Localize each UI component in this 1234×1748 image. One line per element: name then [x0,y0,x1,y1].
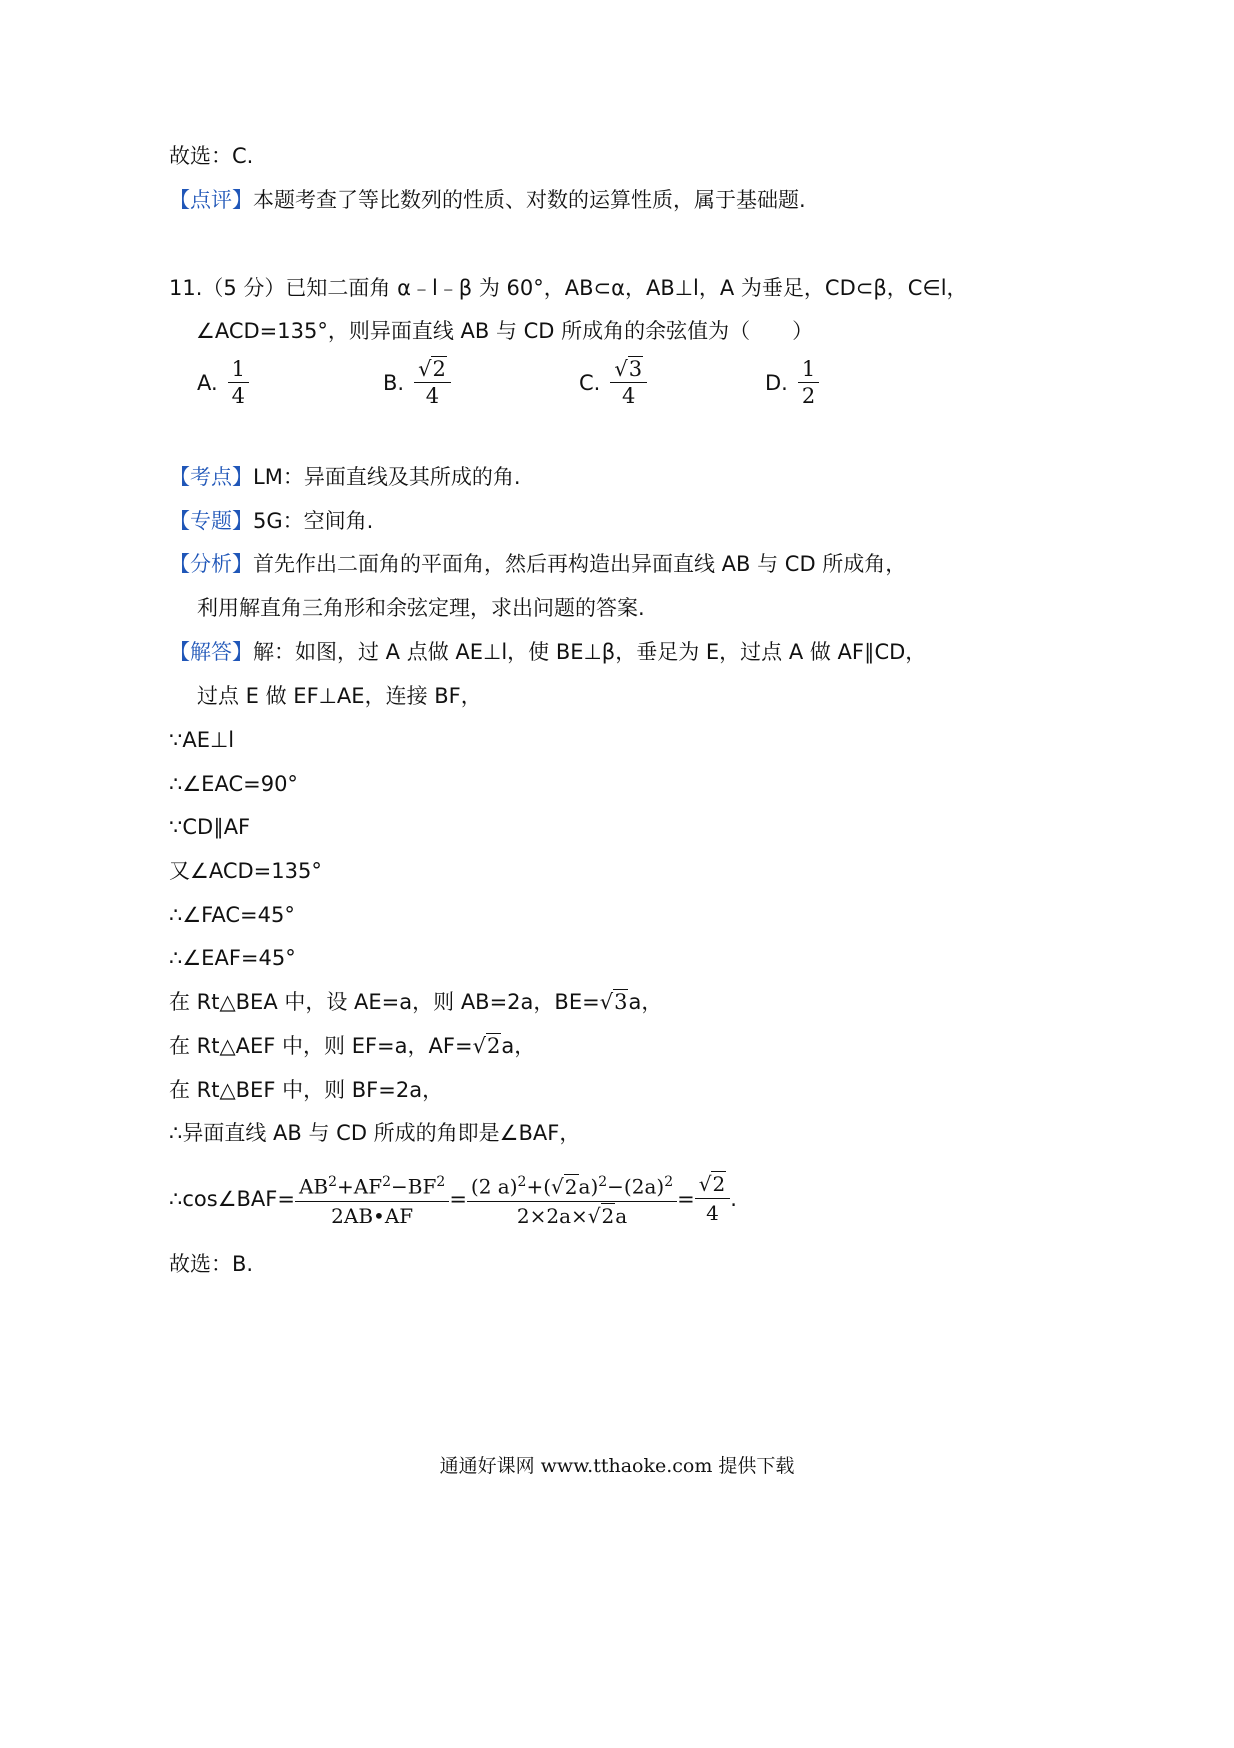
fenxi-text: 首先作出二面角的平面角，然后再构造出异面直线 AB 与 CD 所成角， [253,552,907,576]
kaodian-text: LM：异面直线及其所成的角. [253,465,521,489]
option-fraction [414,356,451,409]
fraction-numerator: $AB^2+AF^2-BF^2$ [295,1168,449,1202]
formula-fraction-2 [467,1168,677,1230]
fraction-numerator: √2 [414,356,451,383]
equals-sign: = [677,1186,695,1211]
step-6: ∴∠EAF=45° [169,946,296,970]
option-letter: B. [383,370,405,395]
sqrt-icon: √ [418,357,432,381]
formula-fraction-1 [295,1168,449,1230]
question-line-2: ∠ACD=135°，则异面直线 AB 与 CD 所成角的余弦值为（ ） [196,319,814,343]
fraction-denominator: 4 [622,384,636,408]
fraction-denominator: 4 [425,384,440,408]
sqrt-icon: √ [587,1203,601,1228]
fenxi-line-1 [169,549,906,579]
kaodian-tag: 【考点】 [169,465,253,489]
step-7-text: 在 Rt△BEA 中，设 AE=a，则 AB=2a，BE= [169,990,600,1014]
sqrt-icon: √ [472,1034,486,1058]
option-letter: C. [579,370,601,395]
option-fraction [798,356,819,409]
fraction-denominator: 2×2a×√2a [516,1203,628,1228]
review-text: 本题考查了等比数列的性质、对数的运算性质，属于基础题. [253,188,806,212]
fraction-numerator: √2 [695,1170,730,1199]
step-5: ∴∠FAC=45° [169,903,295,927]
zhuanti-line [169,506,373,536]
zhuanti-text: 5G：空间角. [253,509,374,533]
option-letter: D. [765,370,788,395]
zhuanti-tag: 【专题】 [169,509,253,533]
cosine-formula [169,1168,737,1230]
prev-answer: 故选：C. [169,144,254,168]
option-letter: A. [197,370,218,395]
fraction-numerator: 1 [798,356,819,383]
step-8 [169,1031,535,1061]
jieda-line-1 [169,637,926,667]
step-2: ∴∠EAC=90° [169,772,298,796]
fraction-denominator: 4 [231,384,246,408]
fenxi-line-2: 利用解直角三角形和余弦定理，求出问题的答案. [197,596,645,620]
fenxi-tag: 【分析】 [169,552,253,576]
step-7 [169,987,662,1017]
formula-lead: ∴cos∠BAF= [169,1186,295,1211]
fraction-denominator: 2 [801,384,816,408]
sqrt-icon: √ [551,1174,564,1199]
sqrt-icon: √ [614,357,628,381]
fraction-numerator: √3 [610,356,647,383]
jieda-tag: 【解答】 [169,640,253,664]
step-3: ∵CD∥AF [169,815,251,839]
step-8-tail: a， [501,1034,536,1058]
sqrt-3: √3 [599,990,628,1014]
step-1: ∵AE⊥l [169,728,235,752]
fraction-denominator: 4 [706,1201,719,1226]
jieda-text: 解：如图，过 A 点做 AE⊥l，使 BE⊥β，垂足为 E，过点 A 做 AF∥CD， [253,640,927,664]
step-4: 又∠ACD=135° [169,859,322,883]
step-8-text: 在 Rt△AEF 中，则 EF=a，AF= [169,1034,473,1058]
fraction-numerator: 1 [228,356,249,383]
step-7-tail: a， [628,990,663,1014]
sqrt-2: √2 [472,1034,501,1058]
sqrt-icon: √ [599,990,614,1014]
option-fraction [228,356,249,409]
question-line-1: 11.（5 分）已知二面角 α﹣l﹣β 为 60°，AB⊂α，AB⊥l，A 为垂足，CD⊂β，C∈l， [169,276,968,300]
fraction-numerator: (2 $a)^2+(√2a)^2-(2a)^2$ [467,1168,677,1202]
review-line [169,185,806,215]
option-c [579,356,647,409]
kaodian-line [169,462,521,492]
fraction-denominator: 2AB•AF [331,1203,414,1228]
option-d [765,356,819,409]
sqrt-icon: √ [698,1172,712,1197]
formula-end: . [730,1186,737,1211]
step-9: 在 Rt△BEF 中，则 BF=2a， [169,1078,444,1102]
option-b [383,356,451,409]
equals-sign: = [449,1186,467,1211]
final-answer: 故选：B. [169,1252,254,1276]
step-10: ∴异面直线 AB 与 CD 所成的角即是∠BAF， [169,1121,581,1145]
page-footer: 通通好课网 www.tthaoke.com 提供下载 [439,1455,795,1477]
option-a [197,356,249,409]
formula-fraction-3 [695,1170,730,1227]
jieda-line-2: 过点 E 做 EF⊥AE，连接 BF， [197,684,482,708]
review-tag: 【点评】 [169,188,253,212]
option-fraction [610,356,647,409]
